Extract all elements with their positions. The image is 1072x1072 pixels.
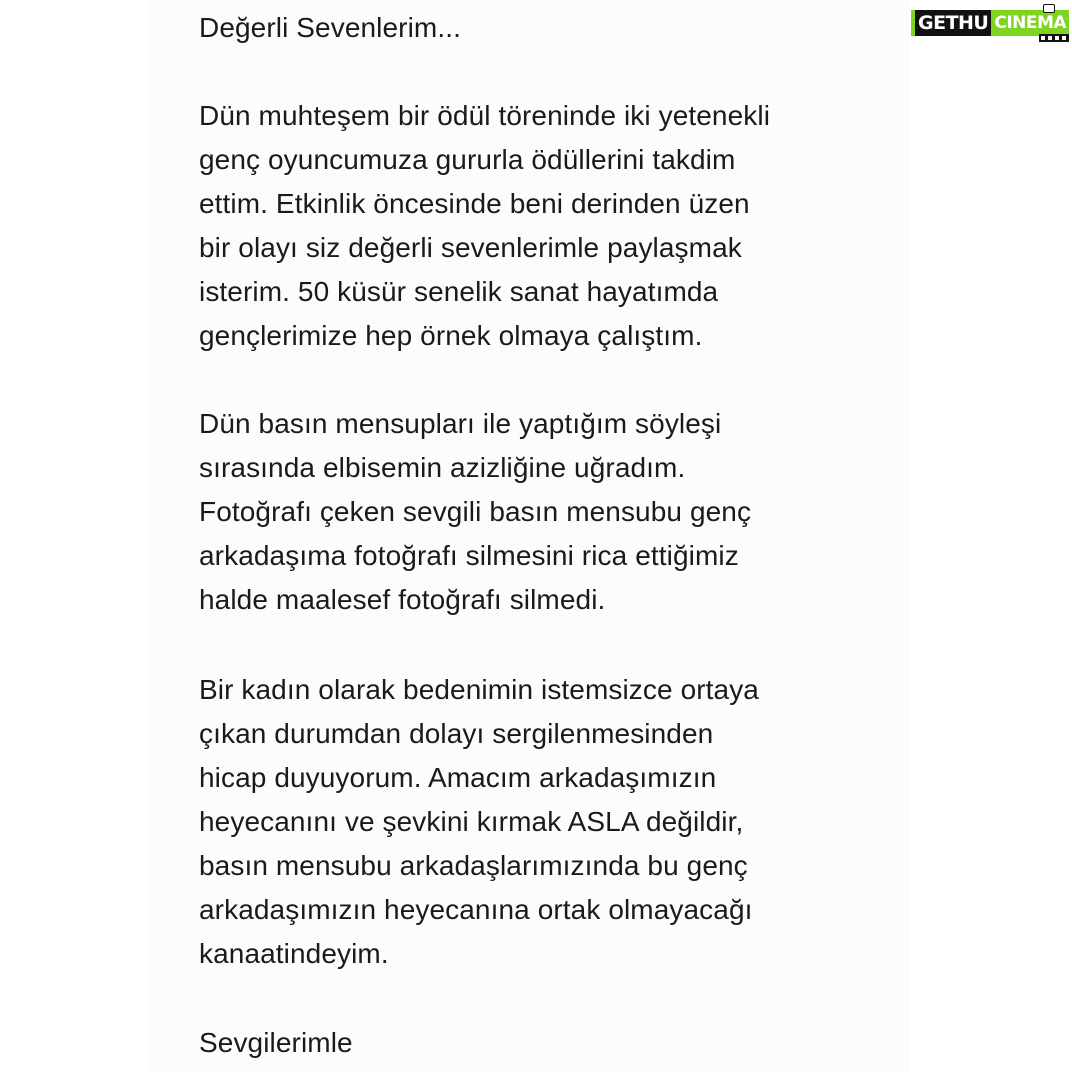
text-line: arkadaşımızın heyecanına ortak olmayacağı: [199, 894, 753, 925]
watermark-logo: [911, 4, 1071, 44]
camera-icon: [1043, 4, 1055, 13]
text-line: halde maalesef fotoğrafı silmedi.: [199, 584, 606, 615]
paragraph-3: [199, 668, 759, 976]
text-line: Bir kadın olarak bedenimin istemsizce ortaya: [199, 674, 759, 705]
closing-line: Sevgilerimle: [199, 1027, 353, 1058]
text-line: ettim. Etkinlik öncesinde beni derinden üzen: [199, 188, 750, 219]
text-line: sırasında elbisemin azizliğine uğradım.: [199, 452, 686, 483]
watermark-part-1: GETHU: [911, 10, 991, 36]
text-line: çıkan durumdan dolayı sergilenmesinden: [199, 718, 714, 749]
text-line: genç oyuncumuza gururla ödüllerini takdim: [199, 144, 736, 175]
watermark-part-2: CINEMA: [991, 10, 1069, 36]
text-line: bir olayı siz değerli sevenlerimle paylaşmak: [199, 232, 742, 263]
text-line: basın mensubu arkadaşlarımızında bu genç: [199, 850, 748, 881]
text-line: isterim. 50 küsür senelik sanat hayatımda: [199, 276, 719, 307]
text-line: Dün muhteşem bir ödül töreninde iki yetenekli: [199, 100, 771, 131]
paragraph-2: [199, 402, 751, 622]
text-line: heyecanını ve şevkini kırmak ASLA değildir,: [199, 806, 744, 837]
text-line: kanaatindeyim.: [199, 938, 389, 969]
text-line: gençlerimize hep örnek olmaya çalıştım.: [199, 320, 703, 351]
greeting-line: Değerli Sevenlerim...: [199, 12, 461, 43]
paragraph-1: [199, 94, 770, 358]
text-line: hicap duyuyorum. Amacım arkadaşımızın: [199, 762, 717, 793]
watermark-wordmark: [911, 10, 1069, 36]
film-strip-icon: [1039, 34, 1069, 42]
text-line: Dün basın mensupları ile yaptığım söyleşi: [199, 408, 722, 439]
text-line: arkadaşıma fotoğrafı silmesini rica ettiğimiz: [199, 540, 739, 571]
text-line: Fotoğrafı çeken sevgili basın mensubu genç: [199, 496, 752, 527]
